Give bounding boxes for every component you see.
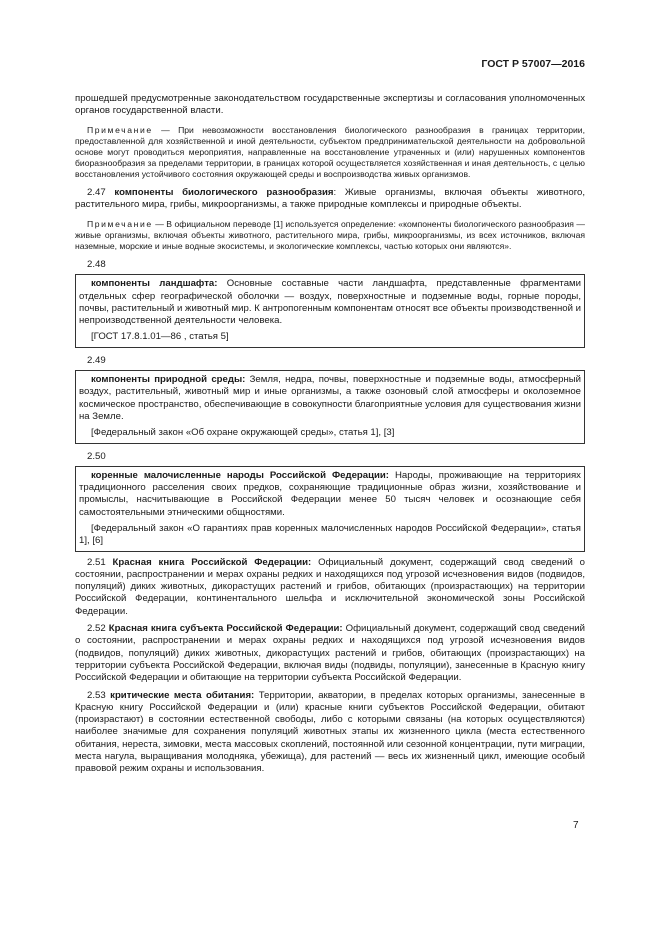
term-2-47-number: 2.47 xyxy=(87,187,115,199)
term-2-53-number: 2.53 xyxy=(87,689,111,701)
term-2-49-number: 2.49 xyxy=(87,354,106,366)
term-2-52 xyxy=(75,623,585,684)
term-2-50-definition: Народы, проживающие на территориях традиционного расселения своих предков, сохраняющие традиционные образ жизни, хозяйствование и промыслы, насчитывающие в Российской Федерации менее 50 тысяч человек и осознающие себя самостоятельными этническими общностями. xyxy=(79,469,581,518)
note-2 xyxy=(75,219,585,252)
term-2-52-number: 2.52 xyxy=(87,623,109,635)
term-2-50-box xyxy=(75,466,585,552)
term-2-49-term: компоненты природной среды: xyxy=(91,374,246,386)
term-2-48-term: компоненты ландшафта: xyxy=(91,278,218,290)
document-body xyxy=(75,93,585,776)
term-2-48-definition: Основные составные части ландшафта, представленные фрагментами отдельных сфер географической оболочки — воздух, поверхностные и подземные воды, горные породы, почвы, растительный и животный мир. К антропогенным компонентам относят все объекты производственной и непроизводственной деятельности человека. xyxy=(79,278,581,327)
term-2-49-box xyxy=(75,370,585,443)
term-2-50-source: [Федеральный закон «О гарантиях прав коренных малочисленных народов Российской Федерации», статья 1], [6] xyxy=(79,522,581,547)
term-2-52-definition: Официальный документ, содержащий свод сведений о состоянии, распространении и мерах охраны редких и находящихся под угрозой исчезновения видов (подвидов, популяций) диких животных, дикорастущих растений и грибов, обитающих (произрастающих) на территории субъекта Российской Федерации, включая виды (подвиды, популяции), занесенные в Красную книгу Российской Федерации и обитающие на территории субъекта Российской Федерации. xyxy=(75,623,585,684)
page-number: 7 xyxy=(573,820,579,831)
term-2-48-source: [ГОСТ 17.8.1.01—86 , статья 5] xyxy=(91,331,229,343)
term-2-49 xyxy=(79,374,581,423)
term-2-48-number: 2.48 xyxy=(87,258,106,270)
term-2-53 xyxy=(75,690,585,776)
term-2-53-term: критические места обитания: xyxy=(110,689,255,701)
term-2-48-box xyxy=(75,274,585,347)
term-2-52-term: Красная книга субъекта Российской Федерации: xyxy=(108,623,343,635)
term-2-50-number: 2.50 xyxy=(87,450,106,462)
term-2-51 xyxy=(75,557,585,618)
term-2-53-definition: Территории, акватории, в пределах которых организмы, занесенные в Красную книгу Российской Федерации и (или) красные книги субъектов Российской Федерации, обитают (произрастают) в состоянии естественной свободы, либо с которыми связаны (на которых осуществляются) наиболее значимые для сохранения популяций животных этапы их жизненного цикла (места естественного обитания, нереста, зимовки, места массовых скоплений, постоянной или сезонной концентрации, пути миграции, места нагула, выращивания молодняка, убежища), для растений — весь их жизненный цикл, имеющие особый правовой режим охраны и использования. xyxy=(75,689,586,775)
note-1 xyxy=(75,125,585,180)
term-2-51-number: 2.51 xyxy=(87,556,113,568)
term-2-51-definition: Официальный документ, содержащий свод сведений о состоянии, распространении и мерах охраны редких и находящихся под угрозой исчезновения видов (подвидов, популяций) диких животных, дикорастущих растений и грибов, обитающих (произрастающих) на территории Российской Федерации, континентального шельфа и исключительной экономической зоны Российской Федерации. xyxy=(75,556,585,617)
term-2-50-term: коренные малочисленные народы Российской Федерации: xyxy=(91,469,389,481)
term-2-47-term: компоненты биологического разнообразия xyxy=(114,187,334,199)
term-2-48 xyxy=(79,278,581,327)
note-2-label: Примечание xyxy=(87,218,153,229)
term-2-47-definition: : Живые организмы, включая объекты животного, растительного мира, грибы, микроорганизмы, а также природные комплексы и природные объекты. xyxy=(75,187,585,211)
term-2-51-term: Красная книга Российской Федерации: xyxy=(112,556,312,568)
note-2-text: — В официальном переводе [1] используется определение: «компоненты биологического разнообразия — живые организмы, включая объекты животного, растительного мира, грибы, микроорганизмы, из всех источников, включая наземные, морские и иные водные экосистемы, и экологические комплексы, частью которых они являются». xyxy=(75,218,585,251)
document-header: ГОСТ Р 57007—2016 xyxy=(481,58,585,70)
term-2-50 xyxy=(79,470,581,519)
note-1-label: Примечание xyxy=(87,124,153,135)
term-2-49-definition: Земля, недра, почвы, поверхностные и подземные воды, атмосферный воздух, растительный, животный мир и иные организмы, а также озоновый слой атмосферы и околоземное космическое пространство, обеспечивающие в совокупности благоприятные условия для существования жизни на Земле. xyxy=(79,374,581,422)
term-2-47 xyxy=(75,187,585,212)
note-1-text: — При невозможности восстановления биологического разнообразия в границах территории, предоставленной для хозяйственной и иной деятельности, субъектом предпринимательской деятельности на добровольной основе могут проводиться мероприятия, направленные на восстановление утраченных и (или) нарушенных компонентов биоразнообразия за пределами территории, в границах которой осуществляется хозяйственная и иная деятельность, с целью восстановления устойчивого состояния окружающей среды и воспроизводства живых организмов. xyxy=(75,124,585,179)
term-2-49-source: [Федеральный закон «Об охране окружающей среды», статья 1], [3] xyxy=(91,427,395,439)
intro-paragraph: прошедшей предусмотренные законодательством государственные экспертизы и согласования уполномоченных органов государственной власти. xyxy=(75,93,585,117)
